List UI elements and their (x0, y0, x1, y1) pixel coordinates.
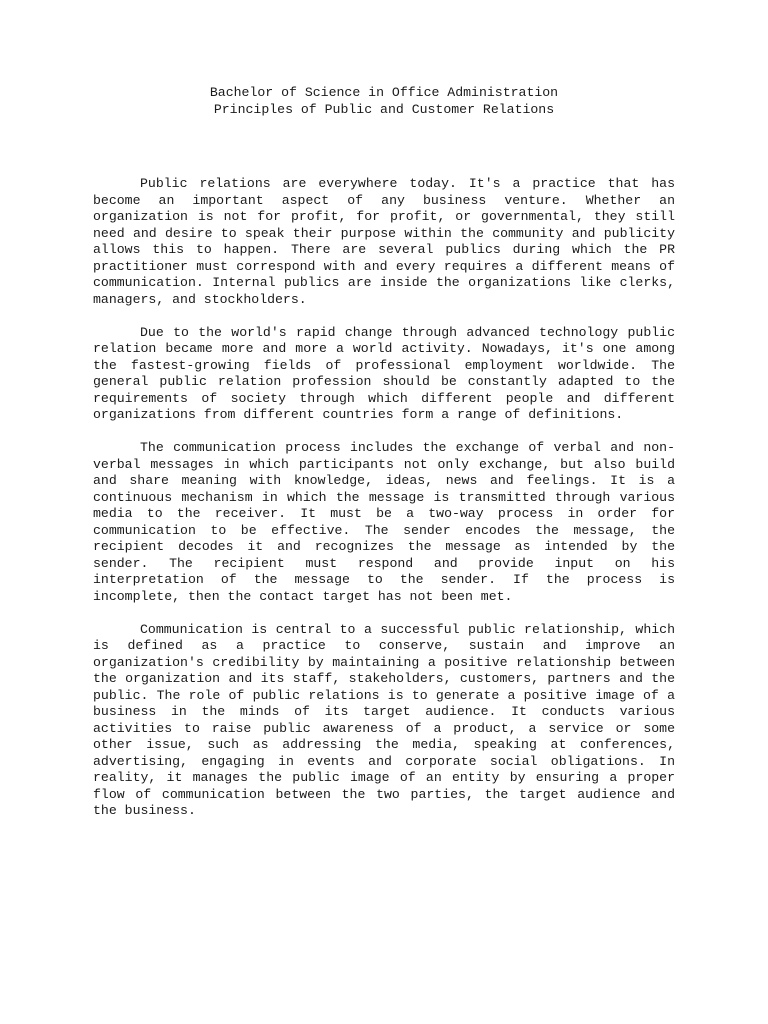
document-header (93, 85, 675, 118)
document-page (93, 85, 675, 836)
paragraph-communication-process: The communication process includes the exchange of verbal and non-verbal messages in which participants not only exchange, but also build and share meaning with knowledge, ideas, news and feelings. It is a continuous mechanism in which the message is transmitted through various media to the receiver. It must be a two-way process in order for communication to be effective. The sender encodes the message, the recipient decodes it and recognizes the message as intended by the sender. The recipient must respond and provide input on his interpretation of the message to the sender. If the process is incomplete, then the contact target has not been met. (93, 440, 675, 604)
header-course-title: Principles of Public and Customer Relations (213, 101, 555, 117)
paragraph-world-change: Due to the world's rapid change through advanced technology public relation became more and more a world activity. Nowadays, it's one among the fastest-growing fields of professional employment worldwide. The general public relation profession should be constantly adapted to the requirements of society through which different people and different organizations from different countries form a range of definitions. (93, 324, 675, 422)
header-program-title: Bachelor of Science in Office Administration (209, 85, 559, 100)
paragraph-public-relations-intro: Public relations are everywhere today. It's a practice that has become an important aspect of any business venture. Whether an organization is not for profit, for profit, or governmental, they still need and desire to speak their purpose within the community and publicity allows this to happen. There are several publics during which the PR practitioner must correspond with and every requires a different means of communication. Internal publics are inside the organizations like clerks, managers, and stockholders. (93, 176, 675, 307)
paragraph-communication-central: Communication is central to a successful public relationship, which is defined as a practice to conserve, sustain and improve an organization's credibility by maintaining a positive relationship between the organization and its staff, stakeholders, customers, partners and the public. The role of public relations is to generate a positive image of a business in the minds of its target audience. It conducts various activities to raise public awareness of a product, a service or some other issue, such as addressing the media, speaking at conferences, advertising, engaging in events and corporate social obligations. In reality, it manages the public image of an entity by ensuring a proper flow of communication between the two parties, the target audience and the business. (93, 621, 675, 818)
